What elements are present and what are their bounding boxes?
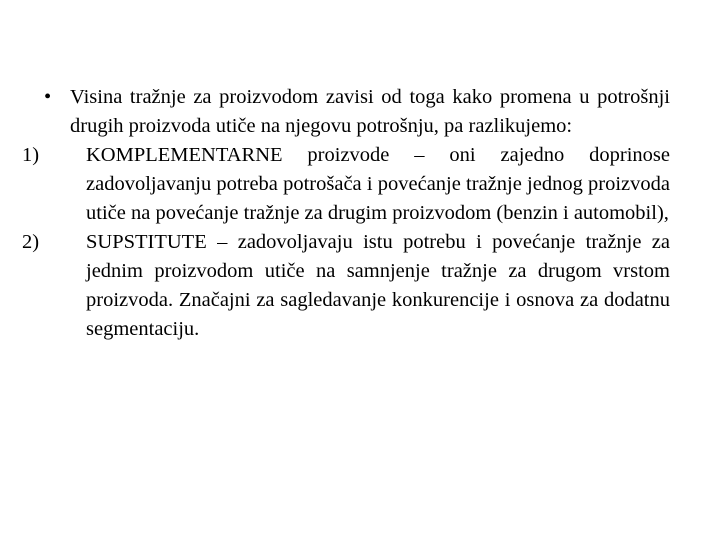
bullet-text: Visina tražnje za proizvodom zavisi od toga kako promena u potrošnji drugih proizvoda utiče na njegovu potrošnju, pa razlikujemo: — [70, 86, 670, 137]
number-marker-1: 1) — [22, 144, 40, 166]
slide-body — [22, 83, 670, 344]
bullet-marker: • — [44, 86, 52, 108]
bullet-item — [22, 83, 670, 141]
number-marker-2: 2) — [22, 231, 40, 253]
numbered-text-2: SUPSTITUTE – zadovoljavaju istu potrebu i povećanje tražnje za jednim proizvodom utiče na samnjenje tražnje za drugom vrstom proizvoda. Značajni za sagledavanje konkurencije i osnova za dodatnu segmentaciju. — [86, 231, 670, 340]
numbered-item-2 — [22, 228, 670, 344]
numbered-item-1 — [22, 141, 670, 228]
numbered-text-1: KOMPLEMENTARNE proizvode – oni zajedno doprinose zadovoljavanju potreba potrošača i povećanje tražnje jednog proizvoda utiče na povećanje tražnje za drugim proizvodom (benzin i automobil), — [86, 144, 670, 224]
